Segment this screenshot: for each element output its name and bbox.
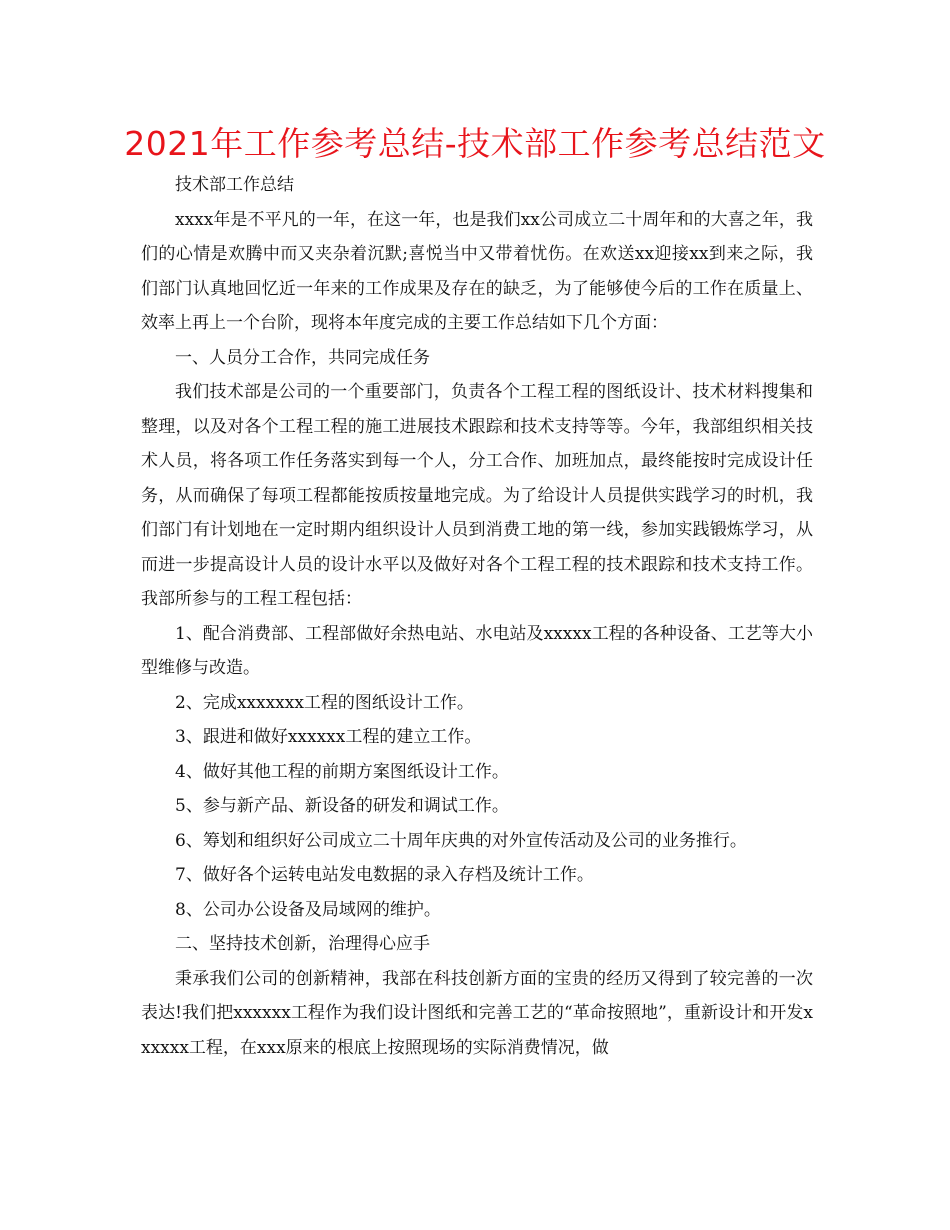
list-item-5: 5、参与新产品、新设备的研发和调试工作。 — [175, 796, 509, 816]
document-title: 2021年工作参考总结-技术部工作参考总结范文 — [124, 124, 826, 163]
list-item-4: 4、做好其他工程的前期方案图纸设计工作。 — [175, 761, 509, 782]
list-item-2: 2、完成xxxxxxx工程的图纸设计工作。 — [175, 692, 474, 713]
list-item-7: 7、做好各个运转电站发电数据的录入存档及统计工作。 — [175, 865, 594, 885]
heading-section-2: 二、坚持技术创新，治理得心应手 — [175, 934, 430, 954]
document-body — [141, 168, 813, 1065]
paragraph-intro: xxxx年是不平凡的一年，在这一年，也是我们xx公司成立二十周年和的大喜之年，我们的心情是欢腾中而又夹杂着沉默;喜悦当中又带着忧伤。在欢送xx迎接xx到来之际，我们部门认真地回忆近一年来的工作成果及存在的缺乏，为了能够使今后的工作在质量上、效率上再上一个台阶，现将本年度完成的主要工作总结如下几个方面： — [141, 209, 813, 333]
heading-section-1: 一、人员分工合作，共同完成任务 — [175, 347, 430, 368]
paragraph-section-1: 我们技术部是公司的一个重要部门，负责各个工程工程的图纸设计、技术材料搜集和整理，以及对各个工程工程的施工进展技术跟踪和技术支持等等。今年，我部组织相关技术人员，将各项工作任务落实到每一个人，分工合作、加班加点，最终能按时完成设计任务，从而确保了每项工程都能按质按量地完成。为了给设计人员提供实践学习的时机，我们部门有计划地在一定时期内组织设计人员到消费工地的第一线，参加实践锻炼学习，从而进一步提高设计人员的设计水平以及做好对各个工程工程的技术跟踪和技术支持工作。我部所参与的工程工程包括： — [141, 382, 813, 609]
list-item-3: 3、跟进和做好xxxxxx工程的建立工作。 — [175, 727, 482, 747]
list-item-1: 1、配合消费部、工程部做好余热电站、水电站及xxxxx工程的各种设备、工艺等大小型维修与改造。 — [141, 623, 813, 678]
list-item-6: 6、筹划和组织好公司成立二十周年庆典的对外宣传活动及公司的业务推行。 — [175, 830, 747, 851]
list-item-8: 8、公司办公设备及局域网的维护。 — [175, 899, 441, 920]
paragraph-section-2: 秉承我们公司的创新精神，我部在科技创新方面的宝贵的经历又得到了较完善的一次表达!我们把xxxxxx工程作为我们设计图纸和完善工艺的“革命按照地”，重新设计和开发xxxxxx工程，在xxx原来的根底上按照现场的实际消费情况，做 — [141, 968, 813, 1058]
paragraph-section-heading: 技术部工作总结 — [175, 175, 294, 195]
